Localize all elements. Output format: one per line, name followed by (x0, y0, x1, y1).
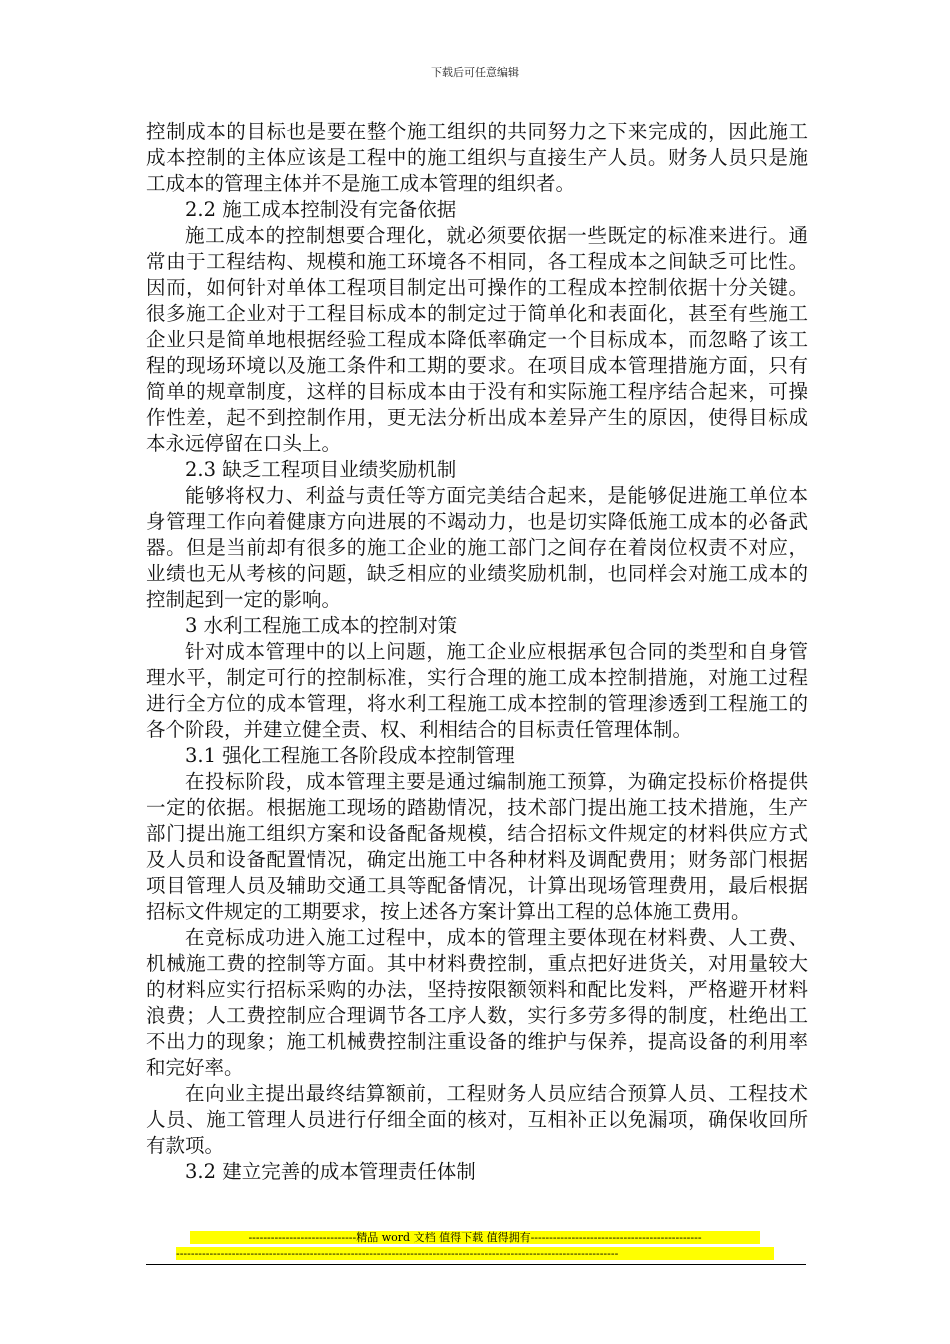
body-paragraph: 在投标阶段，成本管理主要是通过编制施工预算，为确定投标价格提供一定的依据。根据施工现场的踏勘情况，技术部门提出施工技术措施，生产部门提出施工组织方案和设备配备规模，结合招标文件规定的材料供应方式及人员和设备配置情况，确定出施工中各种材料及调配费用；财务部门根据项目管理人员及辅助交通工具等配备情况，计算出现场管理费用，最后根据招标文件规定的工期要求，按上述各方案计算出工程的总体施工费用。 (146, 770, 808, 923)
body-paragraph: 在竞标成功进入施工过程中，成本的管理主要体现在材料费、人工费、机械施工费的控制等方面。其中材料费控制，重点把好进货关，对用量较大的材料应实行招标采购的办法，坚持按限额领料和配比发料，严格避开材料浪费；人工费控制应合理调节各工序人数，实行多劳多得的制度，杜绝出工不出力的现象；施工机械费控制注重设备的维护与保养，提高设备的利用率和完好率。 (146, 926, 808, 1079)
footer-dash-band: ----------------------------------------------------------------------------------------------------------------------- (176, 1247, 774, 1260)
section-heading: 3.2 建立完善的成本管理责任体制 (185, 1160, 476, 1183)
body-paragraph: 在向业主提出最终结算额前，工程财务人员应结合预算人员、工程技术人员、施工管理人员进行仔细全面的核对，互相补正以免漏项，确保收回所有款项。 (146, 1082, 808, 1157)
footer-rule (146, 1264, 806, 1265)
document-body (146, 119, 808, 1185)
section-heading: 3 水利工程施工成本的控制对策 (185, 614, 458, 637)
section-heading: 2.2 施工成本控制没有完备依据 (185, 198, 457, 221)
footer-watermark-band: -----------------------------精品 word 文档 值得下载 值得拥有---------------------------------------------- (190, 1231, 760, 1244)
section-heading: 3.1 强化工程施工各阶段成本控制管理 (185, 744, 515, 767)
body-paragraph: 能够将权力、利益与责任等方面完美结合起来，是能够促进施工单位本身管理工作向着健康方向进展的不竭动力，也是切实降低施工成本的必备武器。但是当前却有很多的施工企业的施工部门之间存在着岗位权责不对应，业绩也无从考核的问题，缺乏相应的业绩奖励机制，也同样会对施工成本的控制起到一定的影响。 (146, 484, 808, 611)
body-paragraph: 针对成本管理中的以上问题，施工企业应根据承包合同的类型和自身管理水平，制定可行的控制标准，实行合理的施工成本控制措施，对施工过程进行全方位的成本管理，将水利工程施工成本控制的管理渗透到工程施工的各个阶段，并建立健全责、权、利相结合的目标责任管理体制。 (146, 640, 808, 741)
body-paragraph: 控制成本的目标也是要在整个施工组织的共同努力之下来完成的，因此施工成本控制的主体应该是工程中的施工组织与直接生产人员。财务人员只是施工成本的管理主体并不是施工成本管理的组织者。 (146, 120, 808, 195)
header-note: 下载后可任意编辑 (431, 66, 519, 79)
section-heading: 2.3 缺乏工程项目业绩奖励机制 (185, 458, 457, 481)
body-paragraph: 施工成本的控制想要合理化，就必须要依据一些既定的标准来进行。通常由于工程结构、规模和施工环境各不相同，各工程成本之间缺乏可比性。因而，如何针对单体工程项目制定出可操作的工程成本控制依据十分关键。很多施工企业对于工程目标成本的制定过于简单化和表面化，甚至有些施工企业只是简单地根据经验工程成本降低率确定一个目标成本，而忽略了该工程的现场环境以及施工条件和工期的要求。在项目成本管理措施方面，只有简单的规章制度，这样的目标成本由于没有和实际施工程序结合起来，可操作性差，起不到控制作用，更无法分析出成本差异产生的原因，使得目标成本永远停留在口头上。 (146, 224, 808, 455)
